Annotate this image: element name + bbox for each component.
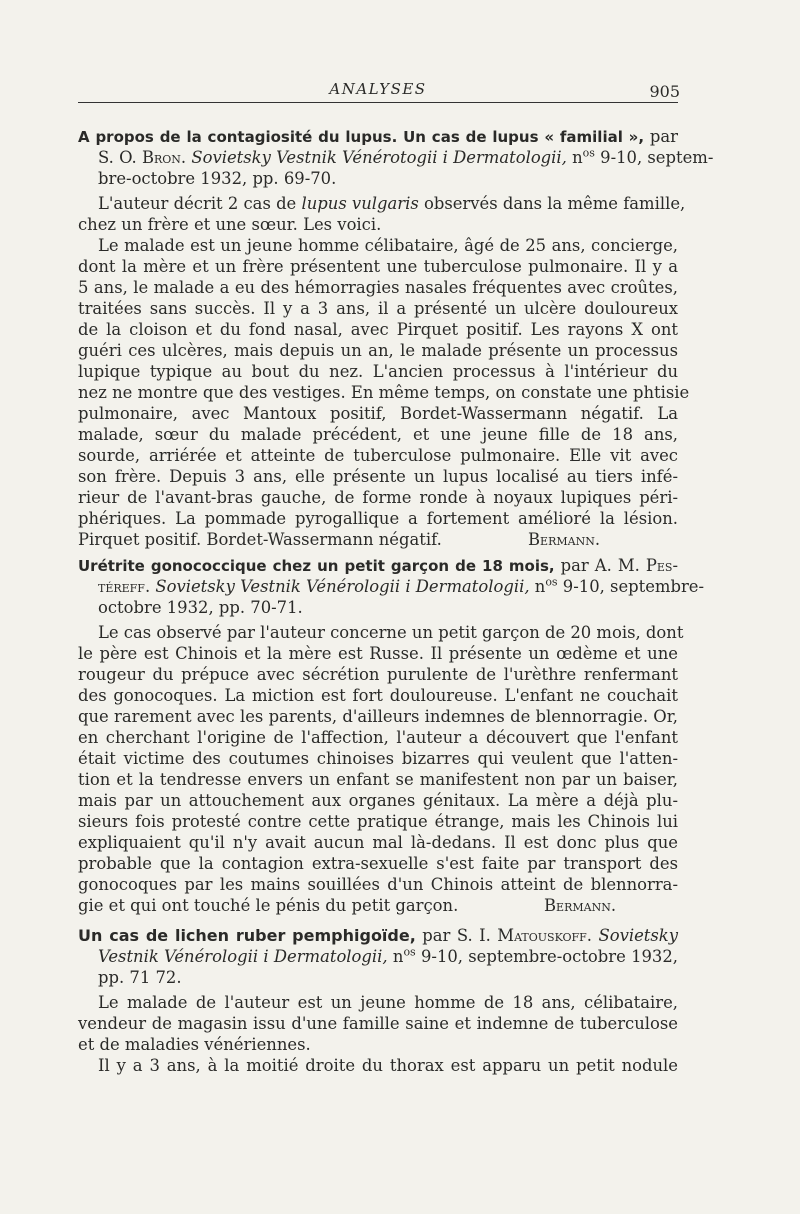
article1-title-line [78,126,678,147]
article2-journal: Sovietsky Vestnik Vénérologii i Dermatologii, [155,577,530,596]
article1-body-line: sourde, arriérée et atteinte de tuberculose pulmonaire. Elle vit avec [78,446,678,465]
article1-body-line: pulmonaire, avec Mantoux positif, Bordet-Wassermann négatif. La [78,404,678,423]
running-header [76,78,680,102]
article2-body-line: tion et la tendresse envers un enfant se manifestent non par un baiser, [78,770,678,789]
article2-citation-line2: octobre 1932, pp. 70-71. [98,598,303,617]
article2-body-line: sieurs fois protesté contre cette pratique étrange, mais les Chinois lui [78,812,678,831]
article3-citation-line2: pp. 71 72. [98,968,182,987]
article1-body-line: son frère. Depuis 3 ans, elle présente un lupus localisé au tiers infé- [78,467,678,486]
article1-journal: Sovietsky Vestnik Vénérotogii i Dermatologii, [191,148,567,167]
article3-body-line: vendeur de magasin issu d'une famille saine et indemne de tuberculose [78,1014,678,1033]
header-title: ANALYSES [329,80,427,98]
article1-body-line: guéri ces ulcères, mais depuis un an, le malade présente un processus [78,341,678,360]
article2-title: Urétrite gonococcique chez un petit garçon de 18 mois, [78,557,555,575]
article2-title-line: Urétrite gonococcique chez un petit garçon de 18 mois, par A. M. Pes- [78,556,678,575]
article3-citation-line: Vestnik Vénérologii i Dermatologii, $n^{os}$ 9-10, septembre-octobre 1932, [98,945,678,966]
article2-body-line: que rarement avec les parents, d'ailleurs indemnes de blennorragie. Or, [78,707,678,726]
article3-body-line: Le malade de l'auteur est un jeune homme de 18 ans, célibataire, [98,993,678,1012]
article1-body-line: chez un frère et une sœur. Les voici. [78,215,382,234]
page-number: 905 [649,82,680,101]
article3-author: S. I. Matouskoff. [456,926,592,945]
article1-body-line: 5 ans, le malade a eu des hémorragies nasales fréquentes avec croûtes, [78,278,678,297]
article3-body-line: et de maladies vénériennes. [78,1035,311,1054]
article3-body-line: Il y a 3 ans, à la moitié droite du thorax est apparu un petit nodule [98,1056,678,1075]
article2-body-line: était victime des coutumes chinoises bizarres qui veulent que l'atten- [78,749,678,768]
article1-signature: Bermann. [528,530,601,549]
article1-body-line: phériques. La pommade pyrogallique a fortement amélioré la lésion. [78,509,678,528]
article2-body-line: Le cas observé par l'auteur concerne un petit garçon de 20 mois, dont [98,623,684,642]
article2-body-line: gonocoques par les mains souillées d'un Chinois atteint de blennorra- [78,875,678,894]
article1-body-line: lupique typique au bout du nez. L'ancien processus à l'intérieur du [78,362,678,381]
article1-paragraph-line: L'auteur décrit 2 cas de lupus vulgaris observés dans la même famille, [98,194,686,213]
article3-title-line: Un cas de lichen ruber pemphigoïde, par S. I. Matouskoff. Sovietsky [78,926,678,945]
article1-body-line: nez ne montre que des vestiges. En même temps, on constate une phtisie [78,383,690,402]
article1-author: S. O. Bron. [98,148,187,167]
article1-citation-line2: bre-octobre 1932, pp. 69-70. [98,169,337,188]
article1-by: par [644,127,679,146]
article2-body-line: mais par un attouchement aux organes génitaux. La mère a déjà plu- [78,791,678,810]
article1-body-line: traitées sans succès. Il y a 3 ans, il a présenté un ulcère douloureux [78,299,678,318]
article1-body-line: Le malade est un jeune homme célibataire, âgé de 25 ans, concierge, [98,236,678,255]
article2-last-line: gie et qui ont touché le pénis du petit garçon. Bermann. [78,896,617,915]
article2-signature: Bermann. [544,896,617,915]
article1-body-line: rieur de l'avant-bras gauche, de forme ronde à noyaux lupiques péri- [78,488,678,507]
article2-citation-line: téreff. Sovietsky Vestnik Vénérologii i Dermatologii, $n^{os}$ 9-10, septembre- [98,575,705,596]
article2-author: A. M. Pes- [594,556,678,575]
article2-body-line: probable que la contagion extra-sexuelle s'est faite par transport des [78,854,678,873]
article2-body-line: le père est Chinois et la mère est Russe. Il présente un œdème et une [78,644,678,663]
header-rule [78,102,678,103]
article2-body-line: rougeur du prépuce avec sécrétion purulente de l'urèthre renfermant [78,665,678,684]
article1-body-line: malade, sœur du malade précédent, et une jeune fille de 18 ans, [78,425,678,444]
article1-citation-line: S. O. Bron. Sovietsky Vestnik Vénérotogii i Dermatologii, $n^{os}$ 9-10, septem- [98,146,714,167]
article1-last-line: Pirquet positif. Bordet-Wassermann négatif. Bermann. [78,530,601,549]
article3-journal: Vestnik Vénérologii i Dermatologii, [98,947,388,966]
article3-title: Un cas de lichen ruber pemphigoïde, [78,926,416,945]
article1-title: A propos de la contagiosité du lupus. Un cas de lupus « familial », [78,128,645,146]
article2-body-line: expliquaient qu'il n'y avait aucun mal là-dedans. Il est donc plus que [78,833,678,852]
article2-body-line: des gonocoques. La miction est fort douloureuse. L'enfant ne couchait [78,686,678,705]
article1-body-line: dont la mère et un frère présentent une tuberculose pulmonaire. Il y a [78,257,678,276]
article2-body-line: en cherchant l'origine de l'affection, l'auteur a découvert que l'enfant [78,728,678,747]
article1-body-line: de la cloison et du fond nasal, avec Pirquet positif. Les rayons X ont [78,320,678,339]
article1-issue: 9-10, septem- [594,148,714,167]
